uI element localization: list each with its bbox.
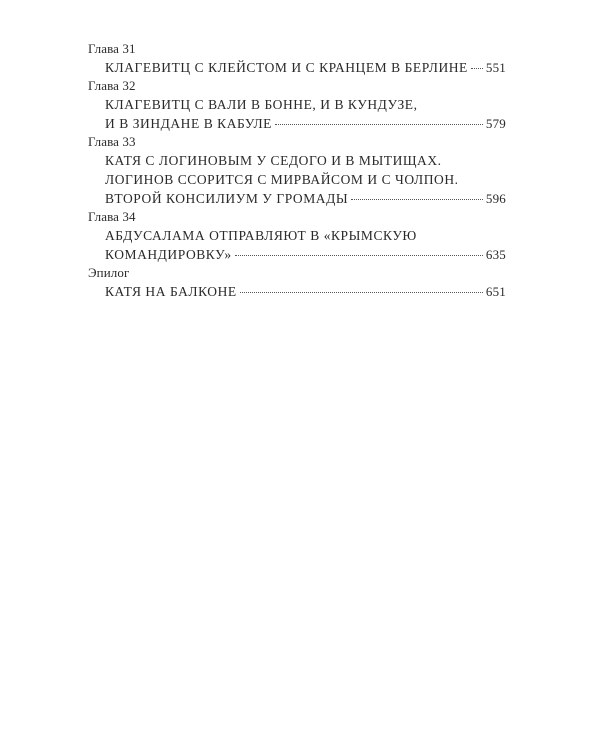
dot-leader	[275, 124, 483, 125]
page-number: 551	[485, 60, 506, 75]
chapter-title-line: КАТЯ С ЛОГИНОВЫМ У СЕДОГО И В МЫТИЩАХ.	[105, 153, 442, 168]
page-number: 635	[485, 247, 506, 262]
toc-section-chapter-32	[88, 77, 506, 133]
toc-section-chapter-31	[88, 40, 506, 77]
chapter-label: Эпилог	[88, 265, 130, 280]
toc-entry-line	[105, 58, 506, 77]
dot-leader	[235, 255, 483, 256]
chapter-title-text: КЛАГЕВИТЦ С КЛЕЙСТОМ И С КРАНЦЕМ В БЕРЛИНЕ	[105, 60, 468, 75]
chapter-title-text: КАТЯ НА БАЛКОНЕ	[105, 284, 237, 299]
chapter-title-text: И В ЗИНДАНЕ В КАБУЛЕ	[105, 116, 272, 131]
chapter-title-text: ВТОРОЙ КОНСИЛИУМ У ГРОМАДЫ	[105, 191, 349, 206]
dot-leader	[351, 199, 483, 200]
toc-section-epilogue	[88, 264, 506, 301]
chapter-title	[105, 282, 506, 301]
chapter-title	[105, 95, 506, 133]
page-number: 596	[485, 191, 506, 206]
toc-entry-line	[105, 114, 506, 133]
toc-entry-line	[105, 189, 506, 208]
chapter-title-line: АБДУСАЛАМА ОТПРАВЛЯЮТ В «КРЫМСКУЮ	[105, 228, 417, 243]
page-number: 579	[485, 116, 506, 131]
toc-section-chapter-34	[88, 208, 506, 264]
chapter-title	[105, 58, 506, 77]
table-of-contents	[88, 40, 506, 301]
chapter-title	[105, 151, 506, 208]
toc-section-chapter-33	[88, 133, 506, 208]
page-number: 651	[485, 284, 506, 299]
chapter-title-line: ЛОГИНОВ ССОРИТСЯ С МИРВАЙСОМ И С ЧОЛПОН.	[105, 172, 459, 187]
chapter-label: Глава 32	[88, 78, 136, 93]
toc-entry-line	[105, 282, 506, 301]
chapter-title-line: КЛАГЕВИТЦ С ВАЛИ В БОННЕ, И В КУНДУЗЕ,	[105, 97, 418, 112]
chapter-label: Глава 34	[88, 209, 136, 224]
chapter-title-text: КОМАНДИРОВКУ»	[105, 247, 232, 262]
chapter-label: Глава 31	[88, 41, 136, 56]
toc-entry-line	[105, 245, 506, 264]
dot-leader	[240, 292, 483, 293]
chapter-title	[105, 226, 506, 264]
chapter-label: Глава 33	[88, 134, 136, 149]
dot-leader	[471, 68, 483, 69]
